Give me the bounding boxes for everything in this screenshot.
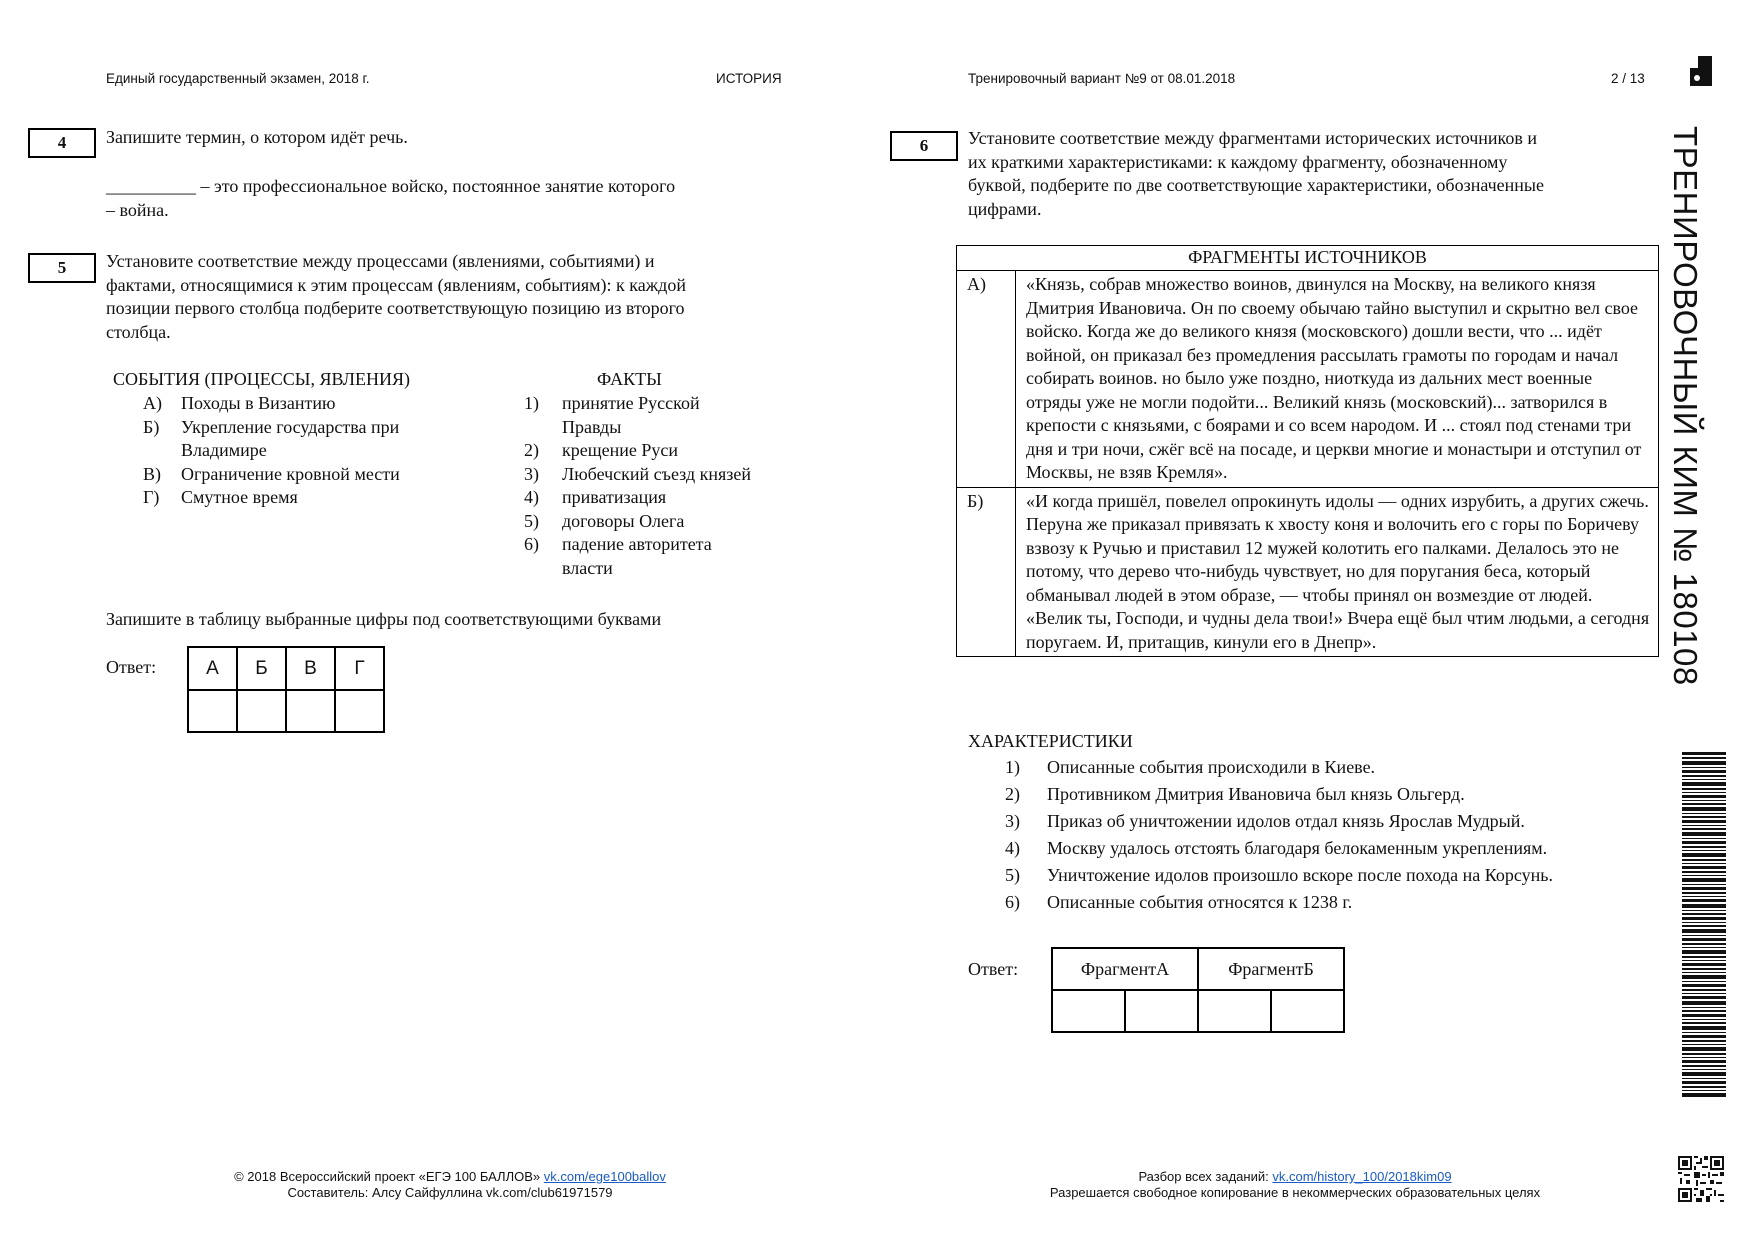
fragment-b-text: «И когда пришёл, повелел опрокинуть идолы — одних изрубить, а других сжечь. Перуна же приказал привязать к хвосту коня и волочить его с горы по Боричеву взвозу к Ручью и приставил 12 мужей колотить его палками. Делалось это не потому, что дерево что-нибудь чувствует, но для поругания беса, который обманывал людей в этом образе, — чтобы принял он возмездие от людей. «Велик ты, Господи, и чудны дела твои!» Вчера ещё был чтим людьми, а сегодня поругаем. И, притащив, кинули его в Днепр». <box>1016 487 1659 657</box>
fact-item: 6) падение авторитета <box>524 534 712 554</box>
event-item: Г) Смутное время <box>143 487 298 507</box>
footer-link-analysis[interactable]: vk.com/history_100/2018kim09 <box>1272 1169 1452 1184</box>
task-5-text <box>106 250 686 344</box>
characteristic-item: 3) Приказ об уничтожении идолов отдал князь Ярослав Мудрый. <box>1005 811 1525 831</box>
answer-cell-a1[interactable] <box>1052 990 1125 1032</box>
barcode-icon <box>1682 752 1726 1100</box>
fact-item-cont: власти <box>562 557 613 578</box>
characteristic-item: 4) Москву удалось отстоять благодаря белокаменным укреплениям. <box>1005 838 1548 858</box>
task-5-answer-table <box>187 646 385 733</box>
answer-header-a: А <box>188 647 237 690</box>
task-6-number: 6 <box>890 131 958 161</box>
answer-header-fragment-a: ФрагментА <box>1052 948 1198 990</box>
event-item: В) Ограничение кровной мести <box>143 463 400 484</box>
fact-item: 5) договоры Олега <box>524 510 685 531</box>
task-5-instruction: Запишите в таблицу выбранные цифры под соответствующими буквами <box>106 609 662 629</box>
fragments-table <box>956 245 1659 657</box>
fact-item: 2) крещение Руси <box>524 440 678 460</box>
footer-link-ege100[interactable]: vk.com/ege100ballov <box>543 1169 666 1184</box>
answer-cell-a[interactable] <box>188 690 237 732</box>
task-5-facts-list <box>524 392 794 580</box>
task-4-text: Запишите термин, о котором идёт речь. <box>106 127 408 147</box>
characteristics-title: ХАРАКТЕРИСТИКИ <box>968 731 1133 751</box>
task-5-text-line: столбца. <box>106 321 171 342</box>
fact-item: 4) приватизация <box>524 487 667 507</box>
task-6-answer-label: Ответ: <box>968 959 1019 979</box>
task-5-number: 5 <box>28 253 96 283</box>
answer-header-v: В <box>286 647 335 690</box>
task-4-blank-line: __________ – это профессиональное войско, постоянное занятие которого <box>106 176 676 196</box>
task-4-blank-line-2: – война. <box>106 200 169 220</box>
fact-item: 1) принятие Русской <box>524 393 700 413</box>
task-6-text-line: Установите соответствие между фрагментами исторических источников и <box>968 128 1538 148</box>
task-5-events-list <box>143 392 483 510</box>
answer-cell-b2[interactable] <box>1271 990 1344 1032</box>
characteristic-item: 1) Описанные события происходили в Киеве. <box>1005 757 1376 777</box>
task-6-text-line: буквой, подберите по две соответствующие характеристики, обозначенные <box>968 175 1544 195</box>
fragments-table-title: ФРАГМЕНТЫ ИСТОЧНИКОВ <box>957 246 1659 271</box>
answer-cell-b[interactable] <box>237 690 286 732</box>
task-6-text-line: цифрами. <box>968 198 1042 219</box>
task-5-facts-title: ФАКТЫ <box>597 369 662 389</box>
task-5-events-title: СОБЫТИЯ (ПРОЦЕССЫ, ЯВЛЕНИЯ) <box>113 369 410 389</box>
answer-cell-g[interactable] <box>335 690 384 732</box>
fragment-a-text: «Князь, собрав множество воинов, двинулся на Москву, на великого князя Дмитрия Ивановича. Он по своему обычаю тайно выступил и скрытно вел свое войско. Когда же до великого князя (московского) дошли вести, что ... идёт войной, он приказал без промедления рассылать грамоты по городам и начал собирать воинов. но было уже поздно, ниоткуда из дальних мест военные отряды уже не могли подойти... Великий князь (московский)... затворился в крепости с князьями, с боярами и со всем народом. И ... стоял под стенами три дня и три ночи, сжёг всё на посаде, и церкви многие и монастыри и отступил от Москвы, не взяв Кремля». <box>1016 271 1659 488</box>
footer-right <box>1005 1169 1585 1201</box>
answer-header-fragment-b: ФрагментБ <box>1198 948 1344 990</box>
characteristic-item: 6) Описанные события относятся к 1238 г. <box>1005 892 1353 912</box>
characteristic-item: 2) Противником Дмитрия Ивановича был князь Ольгерд. <box>1005 784 1465 804</box>
footer-author: Составитель: Алсу Сайфуллина vk.com/club61971579 <box>287 1185 613 1200</box>
answer-cell-a2[interactable] <box>1125 990 1198 1032</box>
task-4-number: 4 <box>28 128 96 158</box>
fragment-b-label: Б) <box>957 487 1016 657</box>
qr-code-icon <box>1678 1156 1724 1202</box>
answer-header-b: Б <box>237 647 286 690</box>
task-5-text-line: позиции первого столбца подберите соответствующую позицию из второго <box>106 298 685 318</box>
fact-item-cont: Правды <box>562 416 622 437</box>
task-6-answer-table <box>1051 947 1345 1033</box>
fragment-a-label: А) <box>957 271 1016 488</box>
answer-cell-b1[interactable] <box>1198 990 1271 1032</box>
footer-analysis-label: Разбор всех заданий: <box>1138 1169 1269 1184</box>
task-5-text-line: фактами, относящимися к этим процессам (явлениям, событиям): к каждой <box>106 274 686 295</box>
task-6-text <box>968 127 1544 221</box>
event-item: Б) Укрепление государства при <box>143 416 400 437</box>
event-item: А) Походы в Византию <box>143 393 336 413</box>
header-page-number: 2 / 13 <box>1611 71 1645 86</box>
footer-copyright: © 2018 Всероссийский проект «ЕГЭ 100 БАЛЛОВ» <box>234 1169 541 1184</box>
corner-marker-icon <box>1690 56 1712 86</box>
header-variant: Тренировочный вариант №9 от 08.01.2018 <box>968 71 1236 86</box>
task-6-text-line: их краткими характеристиками: к каждому фрагменту, обозначенному <box>968 151 1508 172</box>
fact-item: 3) Любечский съезд князей <box>524 463 752 484</box>
task-5-text-line: Установите соответствие между процессами (явлениями, событиями) и <box>106 251 655 271</box>
header-subject: ИСТОРИЯ <box>716 71 782 86</box>
footer-left <box>150 1169 750 1201</box>
characteristic-item: 5) Уничтожение идолов произошло вскоре после похода на Корсунь. <box>1005 865 1553 885</box>
header-exam-title: Единый государственный экзамен, 2018 г. <box>106 71 370 86</box>
answer-cell-v[interactable] <box>286 690 335 732</box>
footer-copy-notice: Разрешается свободное копирование в некоммерческих образовательных целях <box>1049 1185 1541 1200</box>
task-5-answer-label: Ответ: <box>106 657 157 677</box>
event-item-cont: Владимире <box>181 440 267 460</box>
side-kim-label: ТРЕНИРОВОЧНЫЙ КИМ № 180108 <box>1667 126 1704 686</box>
answer-header-g: Г <box>335 647 384 690</box>
